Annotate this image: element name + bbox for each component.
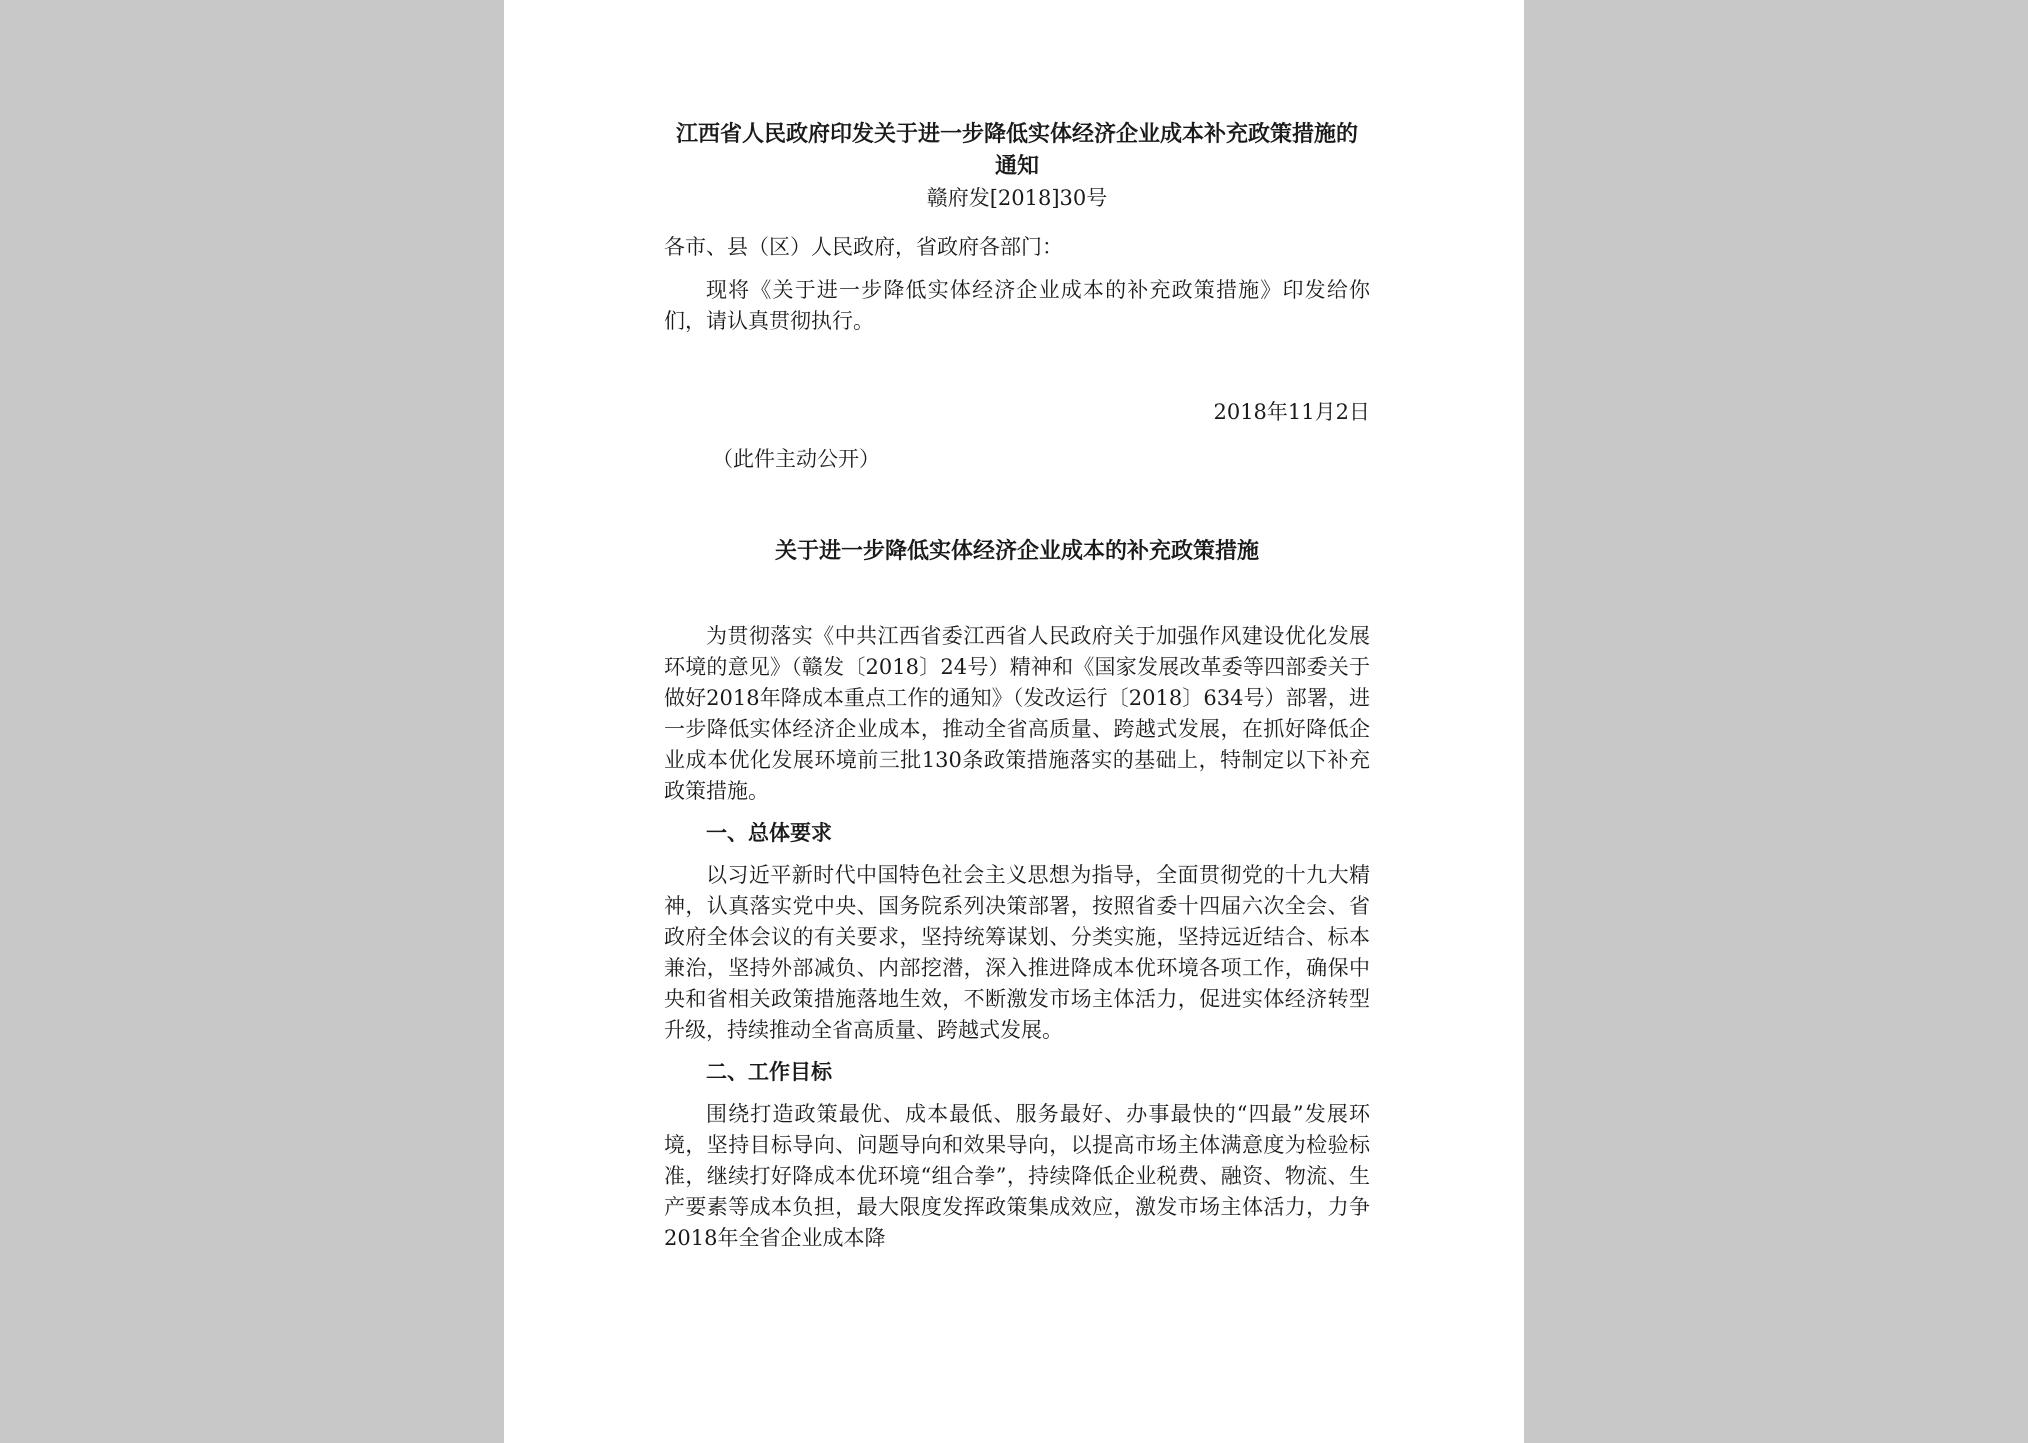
public-note: （此件主动公开） [712, 447, 880, 471]
section-heading-work-goals: 二、工作目标 [706, 1059, 832, 1084]
document-page [504, 0, 1524, 1443]
section-heading-general-requirements: 一、总体要求 [706, 820, 832, 845]
attachment-title: 关于进一步降低实体经济企业成本的补充政策措施 [774, 538, 1259, 564]
document-number: 赣府发[2018]30号 [926, 186, 1108, 210]
intro-paragraph: 现将《关于进一步降低实体经济企业成本的补充政策措施》印发给你们，请认真贯彻执行。 [664, 278, 1370, 333]
section-body-work-goals: 围绕打造政策最优、成本最低、服务最好、办事最快的“四最”发展环境，坚持目标导向、问题导向和效果导向，以提高市场主体满意度为检验标准，继续打好降成本优环境“组合拳”，持续降低企业税费、融资、物流、生产要素等成本负担，最大限度发挥政策集成效应，激发市场主体活力，力争2018年全省企业成本降 [664, 1102, 1370, 1250]
page-content [664, 118, 1370, 1254]
issue-date: 2018年11月2日 [1213, 400, 1370, 424]
addressee: 各市、县（区）人民政府，省政府各部门： [664, 235, 1063, 259]
document-title: 江西省人民政府印发关于进一步降低实体经济企业成本补充政策措施的通知 [675, 121, 1358, 179]
preamble-paragraph: 为贯彻落实《中共江西省委江西省人民政府关于加强作风建设优化发展环境的意见》（赣发〔2018〕24号）精神和《国家发展改革委等四部委关于做好2018年降成本重点工作的通知》（发改运行〔2018〕634号）部署，进一步降低实体经济企业成本，推动全省高质量、跨越式发展，在抓好降低企业成本优化发展环境前三批130条政策措施落实的基础上，特制定以下补充政策措施。 [664, 624, 1370, 803]
section-body-general-requirements: 以习近平新时代中国特色社会主义思想为指导，全面贯彻党的十九大精神，认真落实党中央、国务院系列决策部署，按照省委十四届六次全会、省政府全体会议的有关要求，坚持统筹谋划、分类实施，坚持远近结合、标本兼治，坚持外部减负、内部挖潜，深入推进降成本优环境各项工作，确保中央和省相关政策措施落地生效，不断激发市场主体活力，促进实体经济转型升级，持续推动全省高质量、跨越式发展。 [664, 863, 1370, 1042]
